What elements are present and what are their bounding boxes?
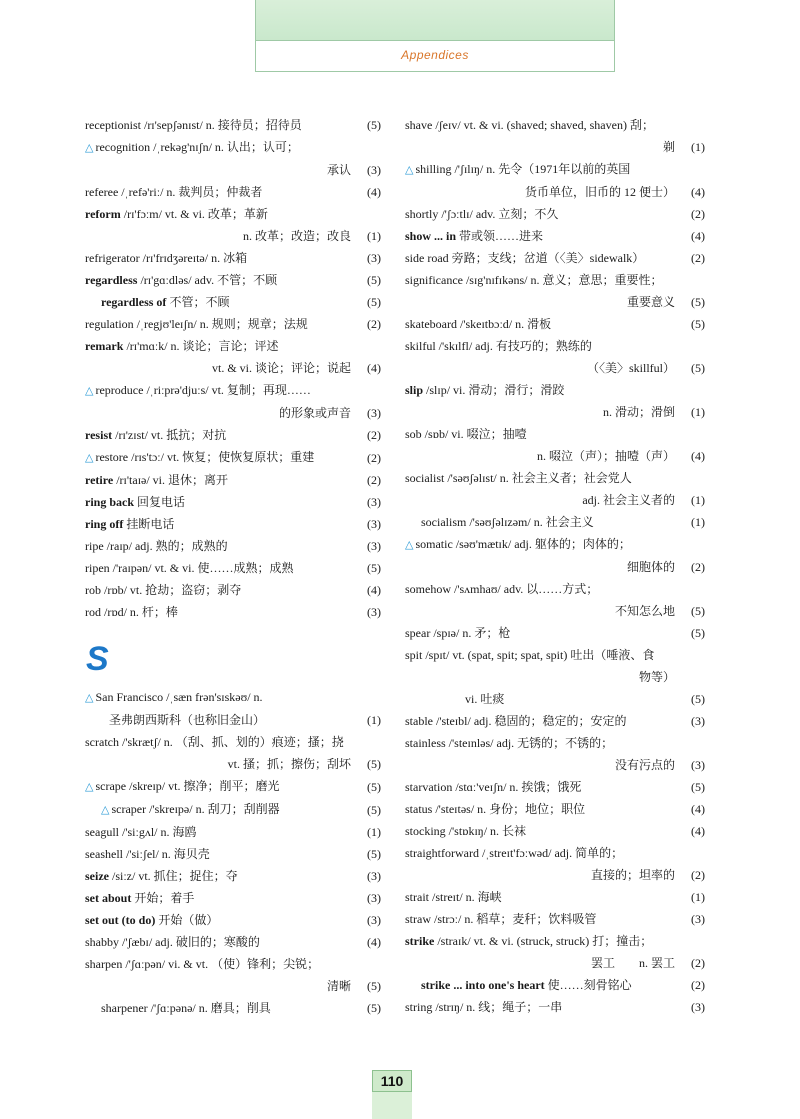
entry-text: socialist /'səʊʃəlɪst/ n. 社会主义者；社会党人 [405, 471, 632, 485]
entry-text: 使……刻骨铭心 [544, 978, 632, 992]
glossary-entry [85, 931, 381, 953]
entry-text: sob /sɒb/ vi. 啜泣；抽噎 [405, 427, 527, 441]
glossary-entry [405, 533, 705, 578]
glossary-entry [405, 467, 705, 511]
unit-number: (1) [691, 493, 705, 507]
entry-headword: set about [85, 891, 132, 905]
entry-line [85, 798, 351, 821]
entry-line [85, 313, 351, 335]
glossary-entry [405, 820, 705, 842]
glossary-entry [405, 578, 705, 622]
entry-continuation: 物等） [638, 670, 675, 684]
entry-line [85, 843, 351, 865]
glossary-entry [85, 843, 381, 865]
entry-headword: set out (to do) [85, 913, 156, 927]
unit-number: (2) [691, 868, 705, 882]
unit-number: (5) [691, 604, 705, 618]
entry-headword: strike [405, 934, 435, 948]
entry-line [85, 579, 351, 601]
entry-line [85, 865, 351, 887]
entry-line [85, 181, 351, 203]
entry-headword: ring back [85, 495, 135, 509]
unit-number: (5) [367, 847, 381, 861]
glossary-entry [85, 136, 381, 181]
unit-number: (5) [691, 780, 705, 794]
entry-text: shave /ʃeɪv/ vt. & vi. (shaved; shaved, shaven) 刮； [405, 118, 654, 132]
unit-number: (3) [367, 163, 381, 177]
glossary-entry [405, 158, 705, 203]
glossary-entry [85, 203, 381, 247]
glossary-entry [405, 379, 705, 423]
entry-text: 不管；不顾 [166, 295, 230, 309]
entry-line [405, 886, 675, 908]
entry-continuation: 不知怎么地 [614, 604, 675, 618]
entry-text: 回复电话 [134, 495, 186, 509]
entry-line [85, 379, 351, 402]
entry-line [85, 446, 351, 469]
entry-text: stainless /'steɪnləs/ adj. 无锈的；不锈的； [405, 736, 614, 750]
unit-number: (2) [367, 428, 381, 442]
entry-continuation: n. 啜泣（声）；抽噎（声） [536, 449, 675, 463]
entry-text: ripen /'raɪpən/ vt. & vi. 使……成熟；成熟 [85, 561, 294, 575]
glossary-entry [405, 996, 705, 1018]
entry-line [405, 820, 675, 842]
glossary-entry [85, 491, 381, 513]
entry-continuation: 罢工 n. 罢工 [590, 956, 675, 970]
glossary-entry [85, 798, 381, 821]
unit-number: (4) [367, 185, 381, 199]
entry-line [85, 775, 351, 798]
unit-number: (5) [367, 295, 381, 309]
new-word-triangle-icon: △ [101, 803, 110, 816]
banner-divider [256, 40, 614, 41]
entry-text: shilling /'ʃɪlɪŋ/ n. 先令（1971年以前的英国 [415, 162, 631, 176]
unit-number: (5) [691, 295, 705, 309]
entry-line [405, 423, 675, 445]
s-section-column [85, 686, 381, 1019]
entry-line [405, 996, 675, 1018]
entry-line [405, 578, 675, 600]
entry-continuation: 没有污点的 [614, 758, 675, 772]
entry-text: sharpener /'ʃɑːpənə/ n. 磨具；削具 [101, 1001, 271, 1015]
entry-text: /rɪ'mɑːk/ n. 谈论；言论；评述 [123, 339, 279, 353]
unit-number: (5) [367, 803, 381, 817]
unit-number: (1) [367, 825, 381, 839]
glossary-entry [405, 886, 705, 908]
glossary-entry [85, 579, 381, 601]
entry-line [405, 732, 675, 754]
new-word-triangle-icon: △ [405, 163, 414, 176]
section-letter: S [86, 640, 109, 678]
unit-number: (5) [367, 118, 381, 132]
entry-text: scratch /'skrætʃ/ n. （刮、抓、划的）痕迹；搔；挠 [85, 735, 344, 749]
entry-line [85, 997, 351, 1019]
unit-number: (1) [367, 713, 381, 727]
entry-line [405, 313, 675, 335]
entry-text: rob /rɒb/ vt. 抢劫；盗窃；剥夺 [85, 583, 242, 597]
entry-line [85, 601, 351, 623]
unit-number: (4) [691, 449, 705, 463]
unit-number: (3) [691, 1000, 705, 1014]
unit-number: (3) [691, 714, 705, 728]
entry-text: 开始；着手 [131, 891, 195, 905]
entry-text: spit /spɪt/ vt. (spat, spit; spat, spit) 吐出（唾液、食 [405, 648, 655, 662]
glossary-entry [85, 997, 381, 1019]
glossary-entry [405, 335, 705, 379]
page-number: 110 [372, 1070, 412, 1092]
unit-number: (5) [367, 1001, 381, 1015]
new-word-triangle-icon: △ [85, 451, 94, 464]
unit-number: (2) [691, 956, 705, 970]
entry-line [405, 335, 675, 357]
entry-line [405, 379, 675, 401]
entry-text: status /'steɪtəs/ n. 身份；地位；职位 [405, 802, 586, 816]
glossary-entry [405, 511, 705, 533]
glossary-entry [85, 424, 381, 446]
entry-text: 开始（做） [155, 913, 219, 927]
left-column [85, 114, 381, 623]
entry-line [85, 909, 351, 931]
entry-text: San Francisco /ˌsæn frən'sɪskəʊ/ n. [95, 690, 263, 704]
entry-continuation: n. 改革；改造；改良 [242, 229, 351, 243]
entry-text: straightforward /ˌstreɪt'fɔːwəd/ adj. 简单的； [405, 846, 624, 860]
unit-number: (5) [691, 626, 705, 640]
glossary-entry [85, 686, 381, 731]
entry-continuation: 圣弗朗西斯科（也称旧金山） [109, 713, 266, 727]
entry-continuation: adj. 社会主义者的 [582, 493, 675, 507]
unit-number: (2) [367, 317, 381, 331]
entry-headword: reform [85, 207, 121, 221]
entry-line [405, 225, 675, 247]
entry-line [405, 203, 675, 225]
unit-number: (3) [367, 869, 381, 883]
unit-number: (5) [691, 692, 705, 706]
glossary-entry [405, 974, 705, 996]
entry-line [405, 533, 675, 556]
entry-text: somehow /'sʌmhaʊ/ adv. 以……方式； [405, 582, 599, 596]
unit-number: (1) [691, 515, 705, 529]
entry-line [405, 776, 675, 798]
glossary-entry [85, 469, 381, 491]
unit-number: (4) [367, 361, 381, 375]
glossary-entry [85, 535, 381, 557]
entry-continuation: （〈美〉skillful） [586, 361, 675, 375]
entry-text: recognition /ˌrekəg'nɪʃn/ n. 认出；认可； [95, 140, 299, 154]
glossary-entry [85, 291, 381, 313]
glossary-entry [85, 513, 381, 535]
new-word-triangle-icon: △ [85, 141, 94, 154]
glossary-entry [405, 732, 705, 776]
glossary-entry [85, 379, 381, 424]
glossary-entry [85, 446, 381, 469]
entry-text: spear /spɪə/ n. 矛；枪 [405, 626, 511, 640]
entry-text: significance /sɪg'nɪfɪkəns/ n. 意义；意思；重要性； [405, 273, 663, 287]
unit-number: (5) [367, 273, 381, 287]
entry-line [405, 974, 675, 996]
entry-text: seashell /'siːʃel/ n. 海贝壳 [85, 847, 210, 861]
new-word-triangle-icon: △ [85, 780, 94, 793]
unit-number: (5) [367, 780, 381, 794]
glossary-entry [85, 601, 381, 623]
entry-continuation: 的形象或声音 [278, 406, 351, 420]
entry-text: straw /strɔː/ n. 稻草；麦秆；饮料吸管 [405, 912, 597, 926]
entry-line [405, 158, 675, 181]
entry-headword: resist [85, 428, 113, 442]
unit-number: (2) [691, 251, 705, 265]
glossary-entry [405, 247, 705, 269]
entry-text: /rɪ'zɪst/ vt. 抵抗；对抗 [112, 428, 227, 442]
unit-number: (3) [367, 517, 381, 531]
entry-text: strait /streɪt/ n. 海峡 [405, 890, 502, 904]
unit-number: (4) [691, 802, 705, 816]
entry-text: sharpen /'ʃɑːpən/ vi. & vt. （使）锋利；尖锐； [85, 957, 320, 971]
glossary-entry [405, 622, 705, 644]
entry-line [85, 686, 351, 709]
glossary-entry [85, 335, 381, 379]
glossary-entry [405, 313, 705, 335]
glossary-entry [405, 798, 705, 820]
glossary-entry [405, 644, 705, 710]
glossary-entry [405, 269, 705, 313]
entry-continuation: 承认 [326, 163, 351, 177]
entry-line [85, 821, 351, 843]
entry-line [405, 908, 675, 930]
entry-line [85, 535, 351, 557]
unit-number: (3) [367, 495, 381, 509]
unit-number: (3) [367, 891, 381, 905]
unit-number: (2) [691, 560, 705, 574]
entry-line [85, 731, 351, 753]
entry-text: reproduce /ˌriːprə'djuːs/ vt. 复制；再现…… [95, 383, 311, 397]
entry-line [405, 930, 675, 952]
entry-headword: regardless of [101, 295, 167, 309]
unit-number: (5) [367, 757, 381, 771]
entry-text: rod /rɒd/ n. 杆；棒 [85, 605, 178, 619]
page-number-strip [372, 1092, 412, 1119]
glossary-entry [85, 887, 381, 909]
entry-headword: seize [85, 869, 109, 883]
glossary-entry [405, 710, 705, 732]
entry-text: restore /rɪs'tɔː/ vt. 恢复；使恢复原状；重建 [95, 450, 315, 464]
unit-number: (4) [367, 583, 381, 597]
glossary-entry [405, 930, 705, 974]
entry-text: refrigerator /rɪ'frɪdʒəreɪtə/ n. 冰箱 [85, 251, 248, 265]
entry-headword: remark [85, 339, 124, 353]
entry-continuation: vt. & vi. 谈论；评论；说起 [211, 361, 351, 375]
entry-line [405, 114, 675, 136]
unit-number: (4) [367, 935, 381, 949]
entry-text: ripe /raɪp/ adj. 熟的；成熟的 [85, 539, 228, 553]
glossary-entry [85, 181, 381, 203]
entry-text: 挂断电话 [123, 517, 175, 531]
header-banner [255, 0, 615, 72]
entry-line [85, 953, 351, 975]
glossary-entry [85, 114, 381, 136]
glossary-entry [85, 821, 381, 843]
unit-number: (3) [691, 912, 705, 926]
glossary-entry [85, 247, 381, 269]
entry-text: scraper /'skreɪpə/ n. 刮刀；刮削器 [111, 802, 280, 816]
entry-text: /straɪk/ vt. & vi. (struck, struck) 打；撞击； [434, 934, 653, 948]
entry-text: stocking /'stɒkɪŋ/ n. 长袜 [405, 824, 527, 838]
entry-headword: slip [405, 383, 424, 397]
entry-text: /rɪ'fɔːm/ vt. & vi. 改革；革新 [120, 207, 268, 221]
unit-number: (1) [367, 229, 381, 243]
entry-text: scrape /skreɪp/ vt. 擦净；削平；磨光 [95, 779, 280, 793]
entry-line [85, 269, 351, 291]
glossary-entry [85, 731, 381, 775]
entry-headword: ring off [85, 517, 124, 531]
right-column [405, 114, 705, 1018]
entry-line [85, 491, 351, 513]
entry-text: skateboard /'skeɪtbɔːd/ n. 滑板 [405, 317, 552, 331]
entry-continuation: n. 滑动；滑倒 [602, 405, 675, 419]
entry-line [85, 136, 351, 159]
glossary-entry [405, 203, 705, 225]
entry-line [85, 335, 351, 357]
entry-text: stable /'steɪbl/ adj. 稳固的；稳定的；安定的 [405, 714, 627, 728]
entry-text: somatic /səʊ'mætɪk/ adj. 躯体的；肉体的； [415, 537, 631, 551]
entry-line [85, 513, 351, 535]
unit-number: (2) [367, 473, 381, 487]
glossary-entry [85, 557, 381, 579]
entry-text: regulation /ˌregjʊ'leɪʃn/ n. 规则；规章；法规 [85, 317, 308, 331]
entry-line [85, 424, 351, 446]
banner-fill [256, 0, 614, 40]
glossary-entry [405, 225, 705, 247]
unit-number: (2) [691, 978, 705, 992]
unit-number: (3) [367, 406, 381, 420]
entry-headword: strike ... into one's heart [421, 978, 545, 992]
entry-continuation: 清晰 [326, 979, 351, 993]
entry-text: string /strɪŋ/ n. 线；绳子；一串 [405, 1000, 563, 1014]
glossary-entry [405, 842, 705, 886]
entry-line [85, 931, 351, 953]
unit-number: (3) [367, 251, 381, 265]
entry-headword: show ... in [405, 229, 457, 243]
entry-line [405, 247, 675, 269]
entry-line [85, 887, 351, 909]
entry-text: /rɪ'gɑːdləs/ adv. 不管；不顾 [137, 273, 278, 287]
entry-text: seagull /'siːgʌl/ n. 海鸥 [85, 825, 197, 839]
entry-text: shortly /'ʃɔːtlɪ/ adv. 立刻；不久 [405, 207, 559, 221]
entry-line [405, 798, 675, 820]
entry-line [85, 114, 351, 136]
entry-line [85, 291, 351, 313]
unit-number: (3) [691, 758, 705, 772]
entry-line [405, 644, 675, 666]
entry-continuation: 剃 [662, 140, 675, 154]
section-label: Appendices [401, 48, 469, 62]
entry-line [405, 622, 675, 644]
new-word-triangle-icon: △ [85, 691, 94, 704]
unit-number: (5) [367, 979, 381, 993]
glossary-entry [85, 865, 381, 887]
unit-number: (3) [367, 605, 381, 619]
entry-line [85, 203, 351, 225]
entry-text: socialism /'səʊʃəlɪzəm/ n. 社会主义 [421, 515, 594, 529]
new-word-triangle-icon: △ [405, 538, 414, 551]
unit-number: (1) [691, 405, 705, 419]
entry-text: /rɪ'taɪə/ vi. 退休；离开 [113, 473, 229, 487]
new-word-triangle-icon: △ [85, 384, 94, 397]
entry-text: /slɪp/ vi. 滑动；滑行；滑跤 [423, 383, 565, 397]
unit-number: (3) [367, 913, 381, 927]
entry-line [405, 269, 675, 291]
glossary-entry [85, 953, 381, 997]
entry-text: receptionist /rɪ'sepʃənɪst/ n. 接待员；招待员 [85, 118, 302, 132]
glossary-entry [405, 423, 705, 467]
glossary-entry [85, 313, 381, 335]
unit-number: (4) [691, 185, 705, 199]
glossary-entry [85, 909, 381, 931]
unit-number: (5) [691, 317, 705, 331]
entry-line [405, 710, 675, 732]
unit-number: (3) [367, 539, 381, 553]
entry-continuation: vi. 吐痰 [465, 692, 505, 706]
entry-text: /siːz/ vt. 抓住；捉住；夺 [108, 869, 238, 883]
entry-text: shabby /'ʃæbɪ/ adj. 破旧的；寒酸的 [85, 935, 260, 949]
unit-number: (2) [691, 207, 705, 221]
entry-line [405, 467, 675, 489]
unit-number: (4) [691, 824, 705, 838]
unit-number: (5) [367, 561, 381, 575]
entry-headword: retire [85, 473, 114, 487]
entry-text: skilful /'skɪlfl/ adj. 有技巧的；熟练的 [405, 339, 592, 353]
unit-number: (5) [691, 361, 705, 375]
entry-line [405, 511, 675, 533]
glossary-entry [85, 269, 381, 291]
glossary-entry [405, 908, 705, 930]
entry-text: starvation /stɑː'veɪʃn/ n. 挨饿；饿死 [405, 780, 582, 794]
entry-line [85, 247, 351, 269]
entry-continuation: vt. 搔；抓；擦伤；刮坏 [227, 757, 351, 771]
unit-number: (1) [691, 140, 705, 154]
entry-headword: regardless [85, 273, 138, 287]
unit-number: (1) [691, 890, 705, 904]
entry-text: 带或领……进来 [456, 229, 544, 243]
unit-number: (4) [691, 229, 705, 243]
entry-continuation: 货币单位，旧币的 12 便士） [524, 185, 675, 199]
glossary-entry [405, 776, 705, 798]
entry-continuation: 细胞体的 [626, 560, 675, 574]
glossary-entry [405, 114, 705, 158]
entry-text: side road 旁路；支线；岔道（〈美〉sidewalk） [405, 251, 645, 265]
entry-continuation: 直接的；坦率的 [590, 868, 675, 882]
unit-number: (2) [367, 451, 381, 465]
entry-line [85, 557, 351, 579]
entry-continuation: 重要意义 [626, 295, 675, 309]
glossary-entry [85, 775, 381, 798]
entry-line [85, 469, 351, 491]
entry-text: referee /ˌrefə'riː/ n. 裁判员；仲裁者 [85, 185, 263, 199]
entry-line [405, 842, 675, 864]
